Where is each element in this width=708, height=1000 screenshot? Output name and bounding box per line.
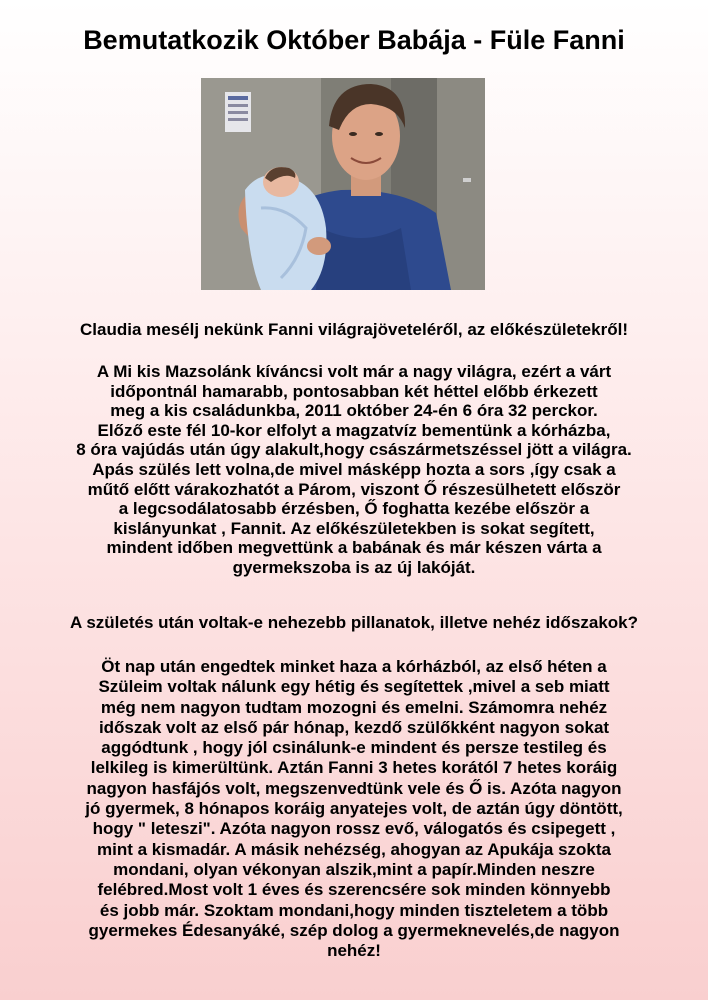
answer-2-line: még nem nagyon tudtam mozogni és emelni. Számomra nehéz (100, 697, 608, 717)
answer-2-line: Öt nap után engedtek minket haza a kórházból, az első héten a (101, 657, 607, 676)
answer-1-line: meg a kis családunkba, 2011 október 24-én 6 óra 32 perckor. (110, 401, 598, 421)
answer-2-line: Szüleim voltak nálunk egy hétig és segítettek ,mivel a seb miatt (98, 677, 610, 697)
answer-1-line: kislányunkat , Fannit. Az előkészületekben is sokat segített, (113, 518, 595, 538)
father-with-newborn-photo (201, 78, 485, 290)
answer-1-line: mindent időben megvettünk a babának és már készen várta a (106, 538, 602, 558)
answer-2-line: nehéz! (327, 941, 381, 961)
answer-1 (0, 362, 708, 578)
answer-2-line: nagyon hasfájós volt, megszenvedtünk vele és Ő is. Azóta nagyon (86, 778, 622, 798)
answer-1-line: Apás szülés lett volna,de mivel másképp hozta a sors ,így csak a (92, 459, 616, 479)
answer-1-line: A Mi kis Mazsolánk kíváncsi volt már a nagy világra, ezért a várt (96, 362, 612, 381)
answer-1-line: Előző este fél 10-kor elfolyt a magzatvíz bementünk a kórházba, (97, 420, 611, 440)
answer-2-line: mondani, olyan vékonyan alszik,mint a papír.Minden neszre (113, 859, 595, 879)
answer-2-line: lelkileg is kimerültünk. Aztán Fanni 3 hetes korától 7 hetes koráig (90, 758, 618, 778)
answer-2 (0, 657, 708, 961)
answer-2-line: hogy " leteszi". Azóta nagyon rossz evő, válogatós és csipegett , (92, 819, 616, 839)
question-1: Claudia mesélj nekünk Fanni világrajöveteléről, az előkészületekről! (80, 320, 628, 339)
question-2: A születés után voltak-e nehezebb pillanatok, illetve nehéz időszakok? (69, 613, 639, 632)
answer-1-line: időpontnál hamarabb, pontosabban két héttel előbb érkezett (110, 381, 598, 401)
answer-2-line: és jobb már. Szoktam mondani,hogy minden tiszteletem a több (99, 900, 609, 920)
answer-2-line: felébred.Most volt 1 éves és szerencsére sok minden könnyebb (97, 880, 611, 900)
answer-1-line: gyermekszoba is az új lakóját. (232, 557, 476, 577)
answer-1-line: a legcsodálatosabb érzésben, Ő foghatta kezébe először a (118, 499, 590, 519)
answer-2-line: aggódtunk , hogy jól csinálunk-e mindent és persze testileg és (101, 738, 607, 758)
answer-2-line: gyermekes Édesanyáké, szép dolog a gyermeknevelés,de nagyon (88, 920, 620, 940)
answer-2-line: időszak volt az első pár hónap, kezdő szülőkként nagyon sokat (98, 717, 610, 737)
answer-1-line: műtő előtt várakozhatót a Párom, viszont Ő részesülhetett először (87, 479, 621, 499)
answer-2-line: jó gyermek, 8 hónapos koráig anyatejes volt, de aztán úgy döntött, (85, 799, 623, 819)
page-title: Bemutatkozik Október Babája - Füle Fanni (83, 25, 625, 55)
answer-1-line: 8 óra vajúdás után úgy alakult,hogy császármetszéssel jött a világra. (76, 440, 632, 460)
answer-2-line: mint a kismadár. A másik nehézség, ahogyan az Apukája szokta (97, 839, 611, 859)
